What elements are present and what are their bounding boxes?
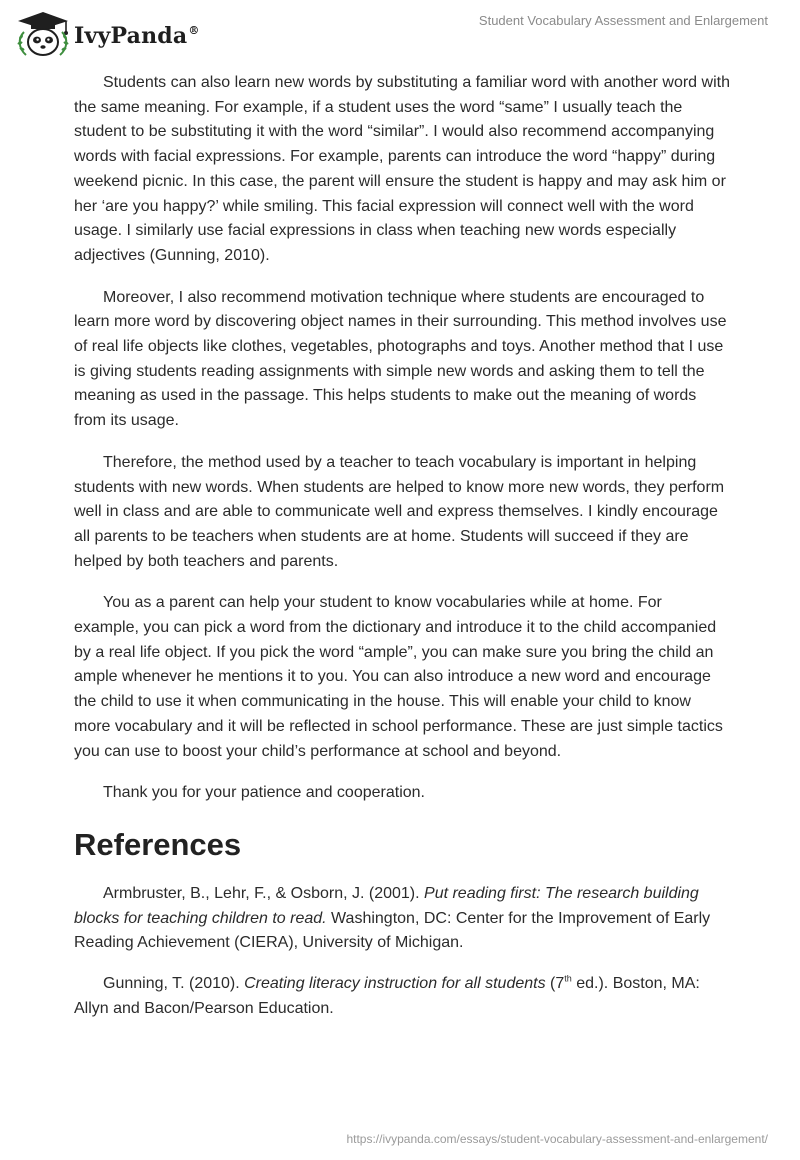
body-paragraph: Therefore, the method used by a teacher to teach vocabulary is important in helping students with new words. When students are helped to know more new words, they perform well in class and are able to communicate well and express themselves. I kindly encourage all parents to be teachers when students are at home. Students will succeed if they are helped by both teachers and parents. <box>74 453 725 570</box>
reference-entry: Gunning, T. (2010). Creating literacy instruction for all students (7th ed.). Boston, MA: Allyn and Bacon/Pearson Education. <box>74 973 700 1017</box>
body-paragraph: Moreover, I also recommend motivation technique where students are encouraged to learn more word by discovering object names in their surrounding. This method involves use of real life objects like clothes, vegetables, photographs and toys. Another method that I use is giving students reading assignments with simple new words and asking them to tell the meaning as used in the passage. This helps students to make out the meaning of words from its usage. <box>74 288 727 430</box>
body-paragraph: You as a parent can help your student to know vocabularies while at home. For example, you can pick a word from the dictionary and introduce it to the child accompanied by a real life object. If you pick the word “ample”, you can make sure you bring the child an ample whenever he mentions it to you. You can also introduce a new word and encourage the child to use it when communicating in the house. This will enable your child to know more vocabulary and it will be reflected in school performance. These are just simple tactics you can use to boost your child’s performance at school and beyond. <box>74 594 723 760</box>
reference-title: Put reading first: The research building blocks for teaching children to read. <box>74 884 699 927</box>
panda-graduate-icon <box>14 10 72 58</box>
reference-title: Creating literacy instruction for all students <box>244 975 546 993</box>
document-title: Student Vocabulary Assessment and Enlargement <box>478 13 768 28</box>
page-header <box>0 0 800 70</box>
closing-paragraph: Thank you for your patience and cooperation. <box>103 784 425 802</box>
body-paragraph: Students can also learn new words by substituting a familiar word with another word with the same meaning. For example, if a student uses the word “same” I usually teach the student to be substituting it with the word “similar”. I would also recommend accompanying words with facial expressions. For example, parents can introduce the word “happy” during weekend picnic. In this case, the parent will ensure the student is happy and may ask him or her ‘are you happy?’ while smiling. This facial expression will connect well with the word usage. I similarly use facial expressions in class when teaching new words especially adjectives (Gunning, 2010). <box>74 74 730 264</box>
ivypanda-logo[interactable] <box>14 8 200 60</box>
source-url-link[interactable]: https://ivypanda.com/essays/student-vocabulary-assessment-and-enlargement/ <box>346 1132 768 1146</box>
essay-content <box>74 71 730 1038</box>
reference-entry: Armbruster, B., Lehr, F., & Osborn, J. (2001). Put reading first: The research building blocks for teaching children to read. Washington, DC: Center for the Improvement of Early Reading Achievement (CIERA), University of Michigan. <box>74 884 711 952</box>
references-heading: References <box>74 826 242 862</box>
logo-wordmark: IvyPanda® <box>74 23 200 49</box>
